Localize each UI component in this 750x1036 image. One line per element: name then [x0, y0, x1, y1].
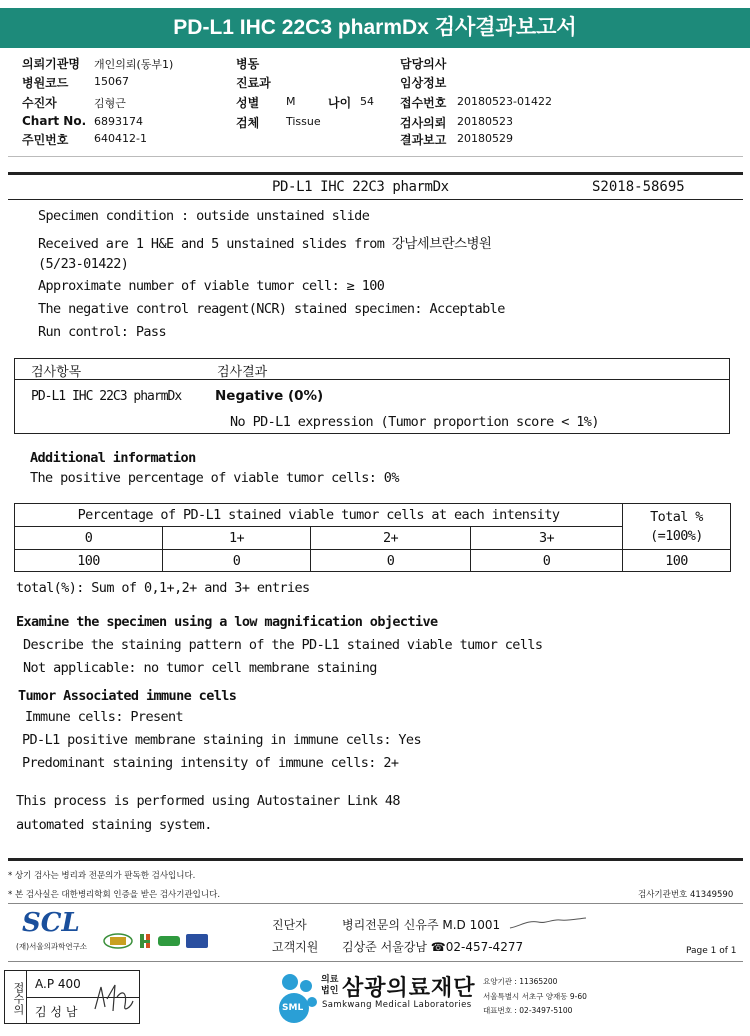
divider	[8, 961, 743, 962]
intensity-caption: Percentage of PD-L1 stained viable tumor cells at each intensity	[15, 504, 623, 527]
info-label: 접수번호	[400, 96, 447, 110]
age-value: 54	[360, 95, 374, 108]
kaa-logo-icon	[186, 934, 208, 948]
stamp-signature	[91, 979, 135, 1019]
info-label: 의뢰기관명	[22, 57, 80, 71]
info-label: 주민번호	[22, 133, 69, 147]
info-label: 임상정보	[400, 76, 447, 90]
specimen-line: (5/23-01422)	[38, 256, 129, 272]
age-label: 나이	[328, 96, 352, 110]
info-label: 수진자	[22, 96, 57, 110]
report-title: PD-L1 IHC 22C3 pharmDx 검사결과보고서	[0, 8, 750, 48]
diag-signature	[508, 914, 588, 932]
info-label: 검사의뢰	[400, 116, 447, 130]
info-label: 병동	[236, 57, 260, 71]
immune-line: PD-L1 positive membrane staining in immune cells: Yes	[22, 732, 421, 748]
intensity-total: 100	[623, 550, 731, 572]
footnote: * 상기 검사는 병리과 전문의가 판독한 검사입니다.	[8, 871, 196, 881]
low-mag-line: Describe the staining pattern of the PD-L1 stained viable tumor cells	[23, 637, 543, 653]
immune-line: Immune cells: Present	[25, 709, 184, 725]
result-detail: No PD-L1 expression (Tumor proportion score < 1%)	[230, 414, 599, 430]
header-result: 검사결과	[217, 365, 268, 380]
info-label: 검체	[236, 116, 260, 130]
specimen-line: The negative control reagent(NCR) stained specimen: Acceptable	[38, 301, 505, 317]
intensity-header: 3+	[471, 527, 623, 550]
immune-line: Predominant staining intensity of immune cells: 2+	[22, 755, 399, 771]
process-line: automated staining system.	[16, 817, 212, 833]
sml-prefix-2: 법인	[321, 986, 339, 996]
divider	[8, 172, 743, 175]
header-item: 검사항목	[31, 365, 82, 380]
divider	[15, 379, 729, 380]
stamp-ap: A.P 400	[35, 977, 81, 991]
low-mag-line: Not applicable: no tumor cell membrane staining	[23, 660, 377, 676]
specimen-line: Approximate number of viable tumor cell: ≥ 100	[38, 278, 385, 294]
sml-prefix	[321, 975, 338, 997]
specimen-number: S2018-58695	[592, 179, 685, 195]
sml-badge: SML	[282, 1003, 304, 1013]
diag-label: 진단자	[272, 918, 307, 932]
specimen-line: Received are 1 H&E and 5 unstained slides from 강남세브란스병원	[38, 236, 492, 252]
sml-prefix-1: 의료	[321, 975, 339, 985]
process-line: This process is performed using Autostainer Link 48	[16, 793, 400, 809]
sml-line3: 대표번호 : 02-3497-5100	[483, 1006, 573, 1015]
total-header-2: (=100%)	[650, 527, 703, 544]
total-header	[623, 504, 731, 550]
scl-subtitle: (재)서울의과학연구소	[16, 942, 88, 951]
table-note: total(%): Sum of 0,1+,2+ and 3+ entries	[16, 580, 310, 596]
info-value: M	[286, 95, 296, 108]
intensity-value: 0	[311, 550, 471, 572]
result-value: Negative (0%)	[215, 388, 324, 404]
diag-value: 병리전문의 신유주 M.D 1001	[342, 918, 501, 932]
additional-title: Additional information	[30, 450, 196, 466]
footnote: * 본 검사실은 대한병리학회 인증을 받은 검사기관입니다.	[8, 890, 221, 900]
intensity-header: 2+	[311, 527, 471, 550]
info-value: 20180523-01422	[457, 95, 552, 108]
intensity-table	[14, 503, 731, 572]
info-value: Tissue	[286, 115, 321, 128]
info-label: 결과보고	[400, 133, 447, 147]
intensity-header: 1+	[163, 527, 311, 550]
intensity-value: 0	[163, 550, 311, 572]
cap-logo-icon	[104, 934, 132, 948]
low-mag-title: Examine the specimen using a low magnification objective	[16, 614, 438, 630]
info-label: 병원코드	[22, 76, 69, 90]
intensity-value: 100	[15, 550, 163, 572]
specimen-line: Run control: Pass	[38, 324, 166, 340]
contact-label: 고객지원	[272, 940, 319, 954]
intensity-header: 0	[15, 527, 163, 550]
contact-value: 김상준 서울강남 ☎02-457-4277	[342, 940, 524, 954]
eqa-logo-icon	[158, 936, 180, 946]
sml-name: 삼광의료재단	[342, 976, 476, 1001]
info-label: Chart No.	[22, 114, 87, 128]
info-value: 640412-1	[94, 132, 147, 145]
result-item: PD-L1 IHC 22C3 pharmDx	[31, 389, 182, 404]
reception-stamp	[4, 970, 140, 1024]
accreditation-logos	[102, 930, 212, 952]
stamp-label: 접수의	[5, 971, 27, 1023]
stamp-name: 김 성 남	[35, 1005, 78, 1019]
sml-line1: 요양기관 : 11365200	[483, 977, 558, 986]
info-value: 20180523	[457, 115, 513, 128]
divider	[8, 156, 743, 157]
total-header-1: Total %	[650, 508, 703, 525]
test-name: PD-L1 IHC 22C3 pharmDx	[272, 179, 449, 195]
info-value: 6893174	[94, 115, 143, 128]
result-box	[14, 358, 730, 434]
info-label: 담당의사	[400, 57, 447, 71]
lh-logo-icon	[140, 934, 150, 948]
info-value: 개인의뢰(동부1)	[94, 58, 174, 71]
divider	[8, 858, 743, 861]
sml-name-en: Samkwang Medical Laboratories	[322, 1000, 472, 1010]
specimen-line: Specimen condition : outside unstained slide	[38, 208, 370, 224]
additional-line: The positive percentage of viable tumor cells: 0%	[30, 470, 399, 486]
page-number: Page 1 of 1	[686, 946, 737, 956]
sml-line2: 서울특별시 서초구 양재동 9-60	[483, 992, 587, 1001]
sml-logo-icon	[272, 972, 320, 1024]
info-label: 성별	[236, 96, 260, 110]
immune-title: Tumor Associated immune cells	[18, 688, 237, 704]
institution-number: 검사기관번호 41349590	[638, 890, 734, 900]
intensity-value: 0	[471, 550, 623, 572]
scl-logo: SCL	[22, 908, 80, 938]
divider	[8, 903, 743, 904]
info-value: 15067	[94, 75, 129, 88]
divider	[8, 199, 743, 200]
info-value: 김형근	[94, 97, 126, 110]
info-value: 20180529	[457, 132, 513, 145]
info-label: 진료과	[236, 76, 271, 90]
